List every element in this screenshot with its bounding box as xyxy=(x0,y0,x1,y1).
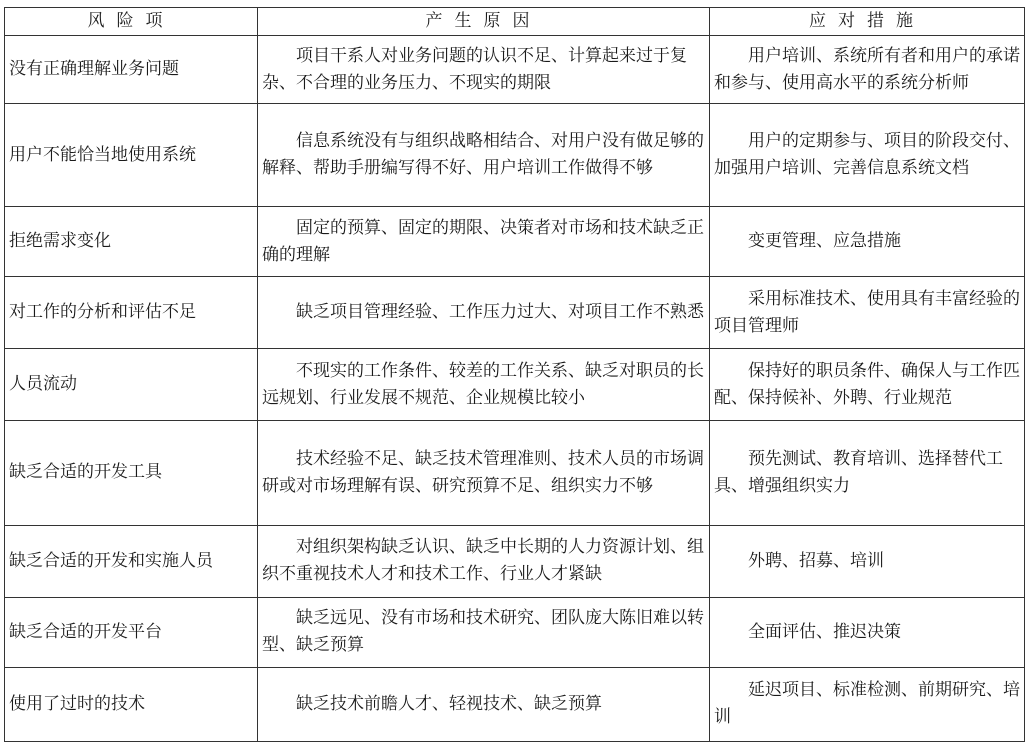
risk-cell: 拒绝需求变化 xyxy=(5,207,258,277)
cause-cell xyxy=(258,349,710,421)
cause-text: 对组织架构缺乏认识、缺乏中长期的人力资源计划、组织不重视技术人才和技术工作、行业人才紧缺 xyxy=(262,537,704,585)
risk-cell: 没有正确理解业务问题 xyxy=(5,36,258,104)
cause-text: 缺乏技术前瞻人才、轻视技术、缺乏预算 xyxy=(296,693,602,714)
table-row xyxy=(5,104,1025,207)
risk-table xyxy=(4,7,1025,742)
cause-cell xyxy=(258,421,710,525)
cause-cell xyxy=(258,277,710,349)
header-row xyxy=(5,8,1025,36)
measure-cell xyxy=(710,36,1025,104)
table-row xyxy=(5,36,1025,104)
cause-cell xyxy=(258,667,710,741)
measure-cell xyxy=(710,667,1025,741)
measure-cell xyxy=(710,207,1025,277)
cause-cell xyxy=(258,36,710,104)
measure-cell xyxy=(710,104,1025,207)
cause-text: 固定的预算、固定的期限、决策者对市场和技术缺乏正确的理解 xyxy=(262,217,704,265)
table-row xyxy=(5,597,1025,667)
measure-cell xyxy=(710,277,1025,349)
measure-cell xyxy=(710,525,1025,597)
table-row xyxy=(5,349,1025,421)
table-row xyxy=(5,277,1025,349)
table-row xyxy=(5,421,1025,525)
measure-text: 采用标准技术、使用具有丰富经验的项目管理师 xyxy=(714,288,1020,336)
risk-cell: 缺乏合适的开发平台 xyxy=(5,597,258,667)
measure-cell xyxy=(710,597,1025,667)
cause-text: 项目干系人对业务问题的认识不足、计算起来过于复杂、不合理的业务压力、不现实的期限 xyxy=(262,45,687,93)
cause-cell xyxy=(258,597,710,667)
measure-text: 外聘、招募、培训 xyxy=(748,550,884,571)
measure-text: 用户的定期参与、项目的阶段交付、加强用户培训、完善信息系统文档 xyxy=(714,131,1020,179)
header-cause: 产生原因 xyxy=(258,8,710,36)
table-row xyxy=(5,667,1025,741)
risk-cell: 缺乏合适的开发和实施人员 xyxy=(5,525,258,597)
table-row xyxy=(5,207,1025,277)
risk-cell: 使用了过时的技术 xyxy=(5,667,258,741)
measure-text: 保持好的职员条件、确保人与工作匹配、保持候补、外聘、行业规范 xyxy=(714,360,1020,408)
cause-cell xyxy=(258,525,710,597)
cause-cell xyxy=(258,207,710,277)
risk-cell: 用户不能恰当地使用系统 xyxy=(5,104,258,207)
measure-text: 用户培训、系统所有者和用户的承诺和参与、使用高水平的系统分析师 xyxy=(714,45,1020,93)
risk-cell: 人员流动 xyxy=(5,349,258,421)
risk-cell: 对工作的分析和评估不足 xyxy=(5,277,258,349)
cause-text: 缺乏项目管理经验、工作压力过大、对项目工作不熟悉 xyxy=(296,302,704,323)
cause-text: 不现实的工作条件、较差的工作关系、缺乏对职员的长远规划、行业发展不规范、企业规模比较小 xyxy=(262,360,704,408)
risk-cell: 缺乏合适的开发工具 xyxy=(5,421,258,525)
cause-text: 缺乏远见、没有市场和技术研究、团队庞大陈旧难以转型、缺乏预算 xyxy=(262,608,704,656)
measure-cell xyxy=(710,421,1025,525)
measure-text: 延迟项目、标准检测、前期研究、培训 xyxy=(714,680,1020,728)
measure-text: 变更管理、应急措施 xyxy=(748,231,901,252)
measure-cell xyxy=(710,349,1025,421)
header-risk: 风险项 xyxy=(5,8,258,36)
cause-text: 信息系统没有与组织战略相结合、对用户没有做足够的解释、帮助手册编写得不好、用户培训工作做得不够 xyxy=(262,131,704,179)
measure-text: 预先测试、教育培训、选择替代工具、增强组织实力 xyxy=(714,448,1003,496)
cause-cell xyxy=(258,104,710,207)
cause-text: 技术经验不足、缺乏技术管理准则、技术人员的市场调研或对市场理解有误、研究预算不足、组织实力不够 xyxy=(262,448,704,496)
measure-text: 全面评估、推迟决策 xyxy=(748,621,901,642)
table-row xyxy=(5,525,1025,597)
header-measure: 应对措施 xyxy=(710,8,1025,36)
